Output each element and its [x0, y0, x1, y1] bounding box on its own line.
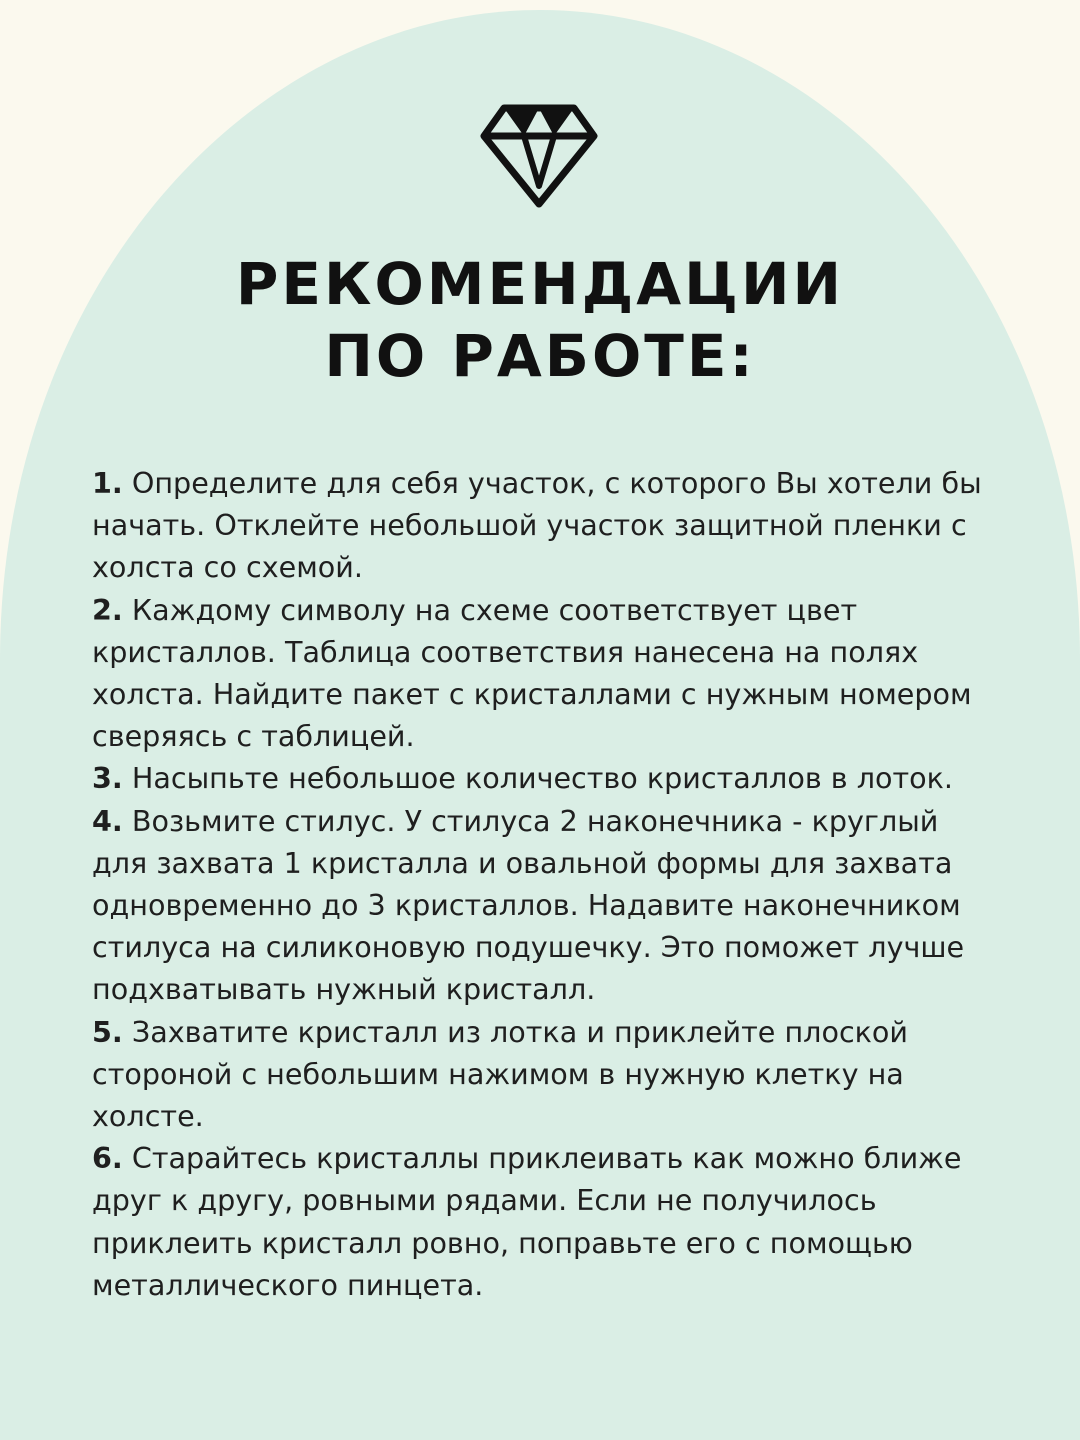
title-line-1: РЕКОМЕНДАЦИИ [235, 250, 845, 318]
list-item [92, 1011, 992, 1138]
list-item [92, 589, 992, 758]
list-item [92, 757, 992, 799]
step-text: Старайтесь кристаллы приклеивать как можно ближе друг к другу, ровными рядами. Если не получилось приклеить кристалл ровно, поправьте его с помощью металлического пинцета. [92, 1141, 962, 1302]
step-number: 6. [92, 1141, 123, 1176]
step-text: Насыпьте небольшое количество кристаллов в лоток. [131, 761, 953, 796]
step-number: 2. [92, 592, 123, 627]
list-item [92, 1137, 992, 1306]
step-number: 4. [92, 803, 123, 838]
step-number: 1. [92, 466, 123, 500]
diamond-icon [480, 104, 598, 208]
step-text: Захватите кристалл из лотка и приклейте плоской стороной с небольшим нажимом в нужную клетку на холсте. [92, 1014, 909, 1134]
step-text: Определите для себя участок, с которого Вы хотели бы начать. Отклейте небольшой участок защитной пленки с холста со схемой. [92, 466, 982, 585]
list-item [92, 462, 992, 589]
step-number: 5. [92, 1014, 123, 1049]
recommendations-list [92, 462, 992, 1306]
step-text: Каждому символу на схеме соответствует цвет кристаллов. Таблица соответствия нанесена на полях холста. Найдите пакет с кристаллами с нужным номером сверяясь с таблицей. [92, 592, 972, 754]
step-number: 3. [92, 761, 123, 796]
step-text: Возьмите стилус. У стилуса 2 наконечника - круглый для захвата 1 кристалла и овальной формы для захвата одновременно до 3 кристаллов. Надавите наконечником стилуса на силиконовую подушечку. Это поможет лучше подхватывать нужный кристалл. [92, 803, 965, 1007]
page-title [0, 248, 1080, 392]
title-line-2: ПО РАБОТЕ: [324, 322, 756, 390]
list-item [92, 800, 992, 1011]
